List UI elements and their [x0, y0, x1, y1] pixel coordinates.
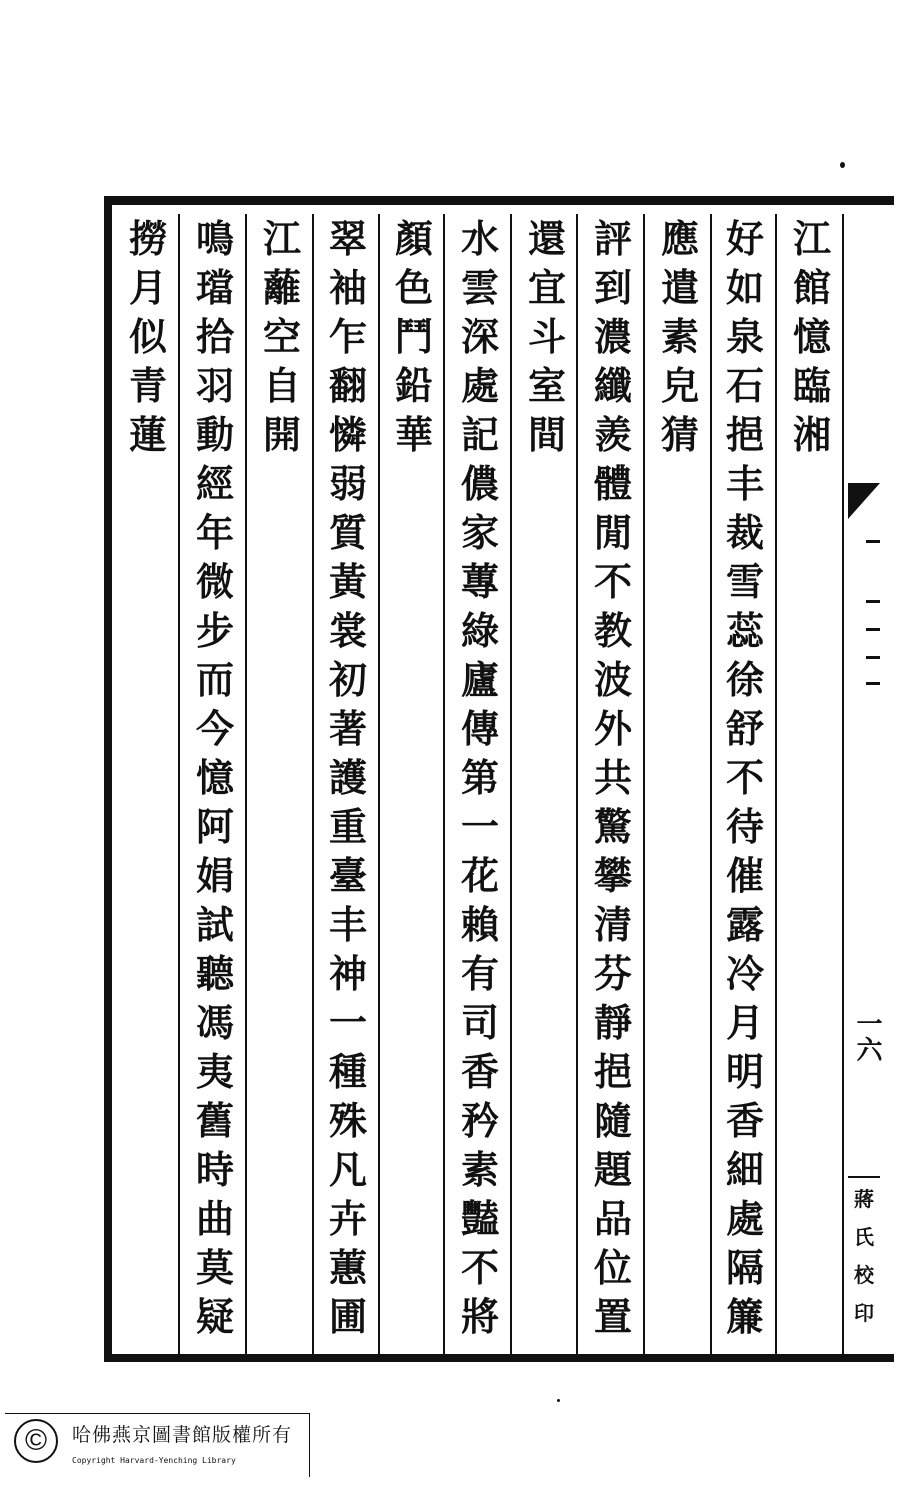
- glyph: 明: [725, 1049, 764, 1094]
- glyph: 不: [725, 755, 764, 800]
- column-rule: [443, 214, 445, 1356]
- glyph: 殊: [328, 1098, 367, 1143]
- glyph: 品: [593, 1196, 632, 1241]
- glyph: 自: [262, 363, 301, 408]
- glyph: 質: [328, 510, 367, 555]
- glyph: 司: [460, 1000, 499, 1045]
- glyph: 濃: [593, 314, 632, 359]
- glyph: 裁: [725, 510, 764, 555]
- glyph: 不: [593, 559, 632, 604]
- glyph: 還: [527, 216, 566, 261]
- glyph: 鉛: [394, 363, 433, 408]
- glyph: 露: [725, 902, 764, 947]
- glyph: 賴: [460, 902, 499, 947]
- glyph: 水: [460, 216, 499, 261]
- copyright-chinese: 哈佛燕京圖書館版權所有: [72, 1424, 293, 1446]
- glyph: 處: [460, 363, 499, 408]
- glyph: 裳: [328, 608, 367, 653]
- glyph: 曲: [195, 1196, 234, 1241]
- column-rule: [178, 214, 180, 1356]
- copyright-icon: ©: [14, 1419, 58, 1463]
- glyph: 步: [195, 608, 234, 653]
- glyph: 憶: [195, 755, 234, 800]
- glyph: 凡: [328, 1147, 367, 1192]
- glyph: 憐: [328, 412, 367, 457]
- glyph: 試: [195, 902, 234, 947]
- copyright-english: Copyright Harvard-Yenching Library: [72, 1456, 236, 1465]
- glyph: 隔: [725, 1245, 764, 1290]
- glyph: 重: [328, 804, 367, 849]
- glyph: 素: [460, 1147, 499, 1192]
- column-rule: [576, 214, 578, 1356]
- glyph: 蕊: [725, 608, 764, 653]
- glyph: 宜: [527, 265, 566, 310]
- glyph: 拾: [195, 314, 234, 359]
- glyph: 室: [527, 363, 566, 408]
- glyph: 蘺: [262, 265, 301, 310]
- text-column: [452, 214, 508, 1341]
- glyph: 今: [195, 706, 234, 751]
- text-column: [519, 214, 575, 459]
- margin-dash: [866, 540, 880, 543]
- glyph: 圃: [328, 1294, 367, 1339]
- glyph: 記: [460, 412, 499, 457]
- glyph: 時: [195, 1147, 234, 1192]
- glyph: 雲: [460, 265, 499, 310]
- ink-speck: [840, 162, 845, 168]
- margin-dash: [866, 656, 880, 659]
- glyph: 隨: [593, 1098, 632, 1143]
- glyph: 微: [195, 559, 234, 604]
- glyph: 弱: [328, 461, 367, 506]
- glyph: 翻: [328, 363, 367, 408]
- glyph: 不: [460, 1245, 499, 1290]
- glyph: 體: [593, 461, 632, 506]
- glyph: 挹: [725, 412, 764, 457]
- glyph: 攀: [593, 853, 632, 898]
- glyph: 翠: [328, 216, 367, 261]
- glyph: 憶: [792, 314, 831, 359]
- glyph: 著: [328, 706, 367, 751]
- glyph: 青: [128, 363, 167, 408]
- text-column: [717, 214, 773, 1341]
- glyph: 顏: [394, 216, 433, 261]
- glyph: 色: [394, 265, 433, 310]
- text-column: [120, 214, 176, 459]
- glyph: 江: [262, 216, 301, 261]
- glyph: 待: [725, 804, 764, 849]
- glyph: 動: [195, 412, 234, 457]
- column-rule: [643, 214, 645, 1356]
- glyph: 冷: [725, 951, 764, 996]
- glyph: 一: [460, 804, 499, 849]
- glyph: 第: [460, 755, 499, 800]
- glyph: 鳴: [195, 216, 234, 261]
- glyph: 猜: [660, 412, 699, 457]
- glyph: 夷: [195, 1049, 234, 1094]
- glyph: 阿: [195, 804, 234, 849]
- margin-dash: [866, 600, 880, 603]
- glyph: 豔: [460, 1196, 499, 1241]
- glyph: 處: [725, 1196, 764, 1241]
- glyph: 外: [593, 706, 632, 751]
- glyph: 花: [460, 853, 499, 898]
- column-rule: [312, 214, 314, 1356]
- glyph: 波: [593, 657, 632, 702]
- glyph: 開: [262, 412, 301, 457]
- glyph: 館: [792, 265, 831, 310]
- glyph: 種: [328, 1049, 367, 1094]
- glyph: 而: [195, 657, 234, 702]
- seal-glyph: 蔣: [854, 1187, 874, 1211]
- glyph: 神: [328, 951, 367, 996]
- glyph: 護: [328, 755, 367, 800]
- glyph: 靜: [593, 1000, 632, 1045]
- glyph: 深: [460, 314, 499, 359]
- text-column: [254, 214, 310, 459]
- glyph: 如: [725, 265, 764, 310]
- glyph: 石: [725, 363, 764, 408]
- glyph: 袖: [328, 265, 367, 310]
- glyph: 清: [593, 902, 632, 947]
- column-rule: [378, 214, 380, 1356]
- glyph: 將: [460, 1294, 499, 1339]
- glyph: 好: [725, 216, 764, 261]
- text-column: [386, 214, 442, 459]
- glyph: 臺: [328, 853, 367, 898]
- glyph: 娟: [195, 853, 234, 898]
- ink-speck: [557, 1399, 560, 1402]
- glyph: 簾: [725, 1294, 764, 1339]
- glyph: 到: [593, 265, 632, 310]
- glyph: 湘: [792, 412, 831, 457]
- glyph: 月: [128, 265, 167, 310]
- column-rule: [775, 214, 777, 1356]
- glyph: 經: [195, 461, 234, 506]
- seal-glyph: 氏: [854, 1225, 874, 1249]
- text-column: [585, 214, 641, 1341]
- glyph: 空: [262, 314, 301, 359]
- glyph: 蓴: [460, 559, 499, 604]
- glyph: 羽: [195, 363, 234, 408]
- glyph: 蓮: [128, 412, 167, 457]
- glyph: 細: [725, 1147, 764, 1192]
- glyph: 莫: [195, 1245, 234, 1290]
- glyph: 驚: [593, 804, 632, 849]
- glyph: 傳: [460, 706, 499, 751]
- seal-text: [848, 1180, 880, 1332]
- column-rule: [710, 214, 712, 1356]
- glyph: 矜: [460, 1098, 499, 1143]
- glyph: 年: [195, 510, 234, 555]
- seal-rule: [848, 1176, 880, 1178]
- glyph: 儂: [460, 461, 499, 506]
- text-column: [784, 214, 840, 459]
- glyph: 月: [725, 1000, 764, 1045]
- glyph: 泉: [725, 314, 764, 359]
- page-number: 一六: [852, 1010, 882, 1062]
- glyph: 舒: [725, 706, 764, 751]
- glyph: 纖: [593, 363, 632, 408]
- glyph: 蕙: [328, 1245, 367, 1290]
- glyph: 江: [792, 216, 831, 261]
- glyph: 卉: [328, 1196, 367, 1241]
- glyph: 挹: [593, 1049, 632, 1094]
- glyph: 家: [460, 510, 499, 555]
- glyph: 有: [460, 951, 499, 996]
- glyph: 黃: [328, 559, 367, 604]
- glyph: 置: [593, 1294, 632, 1339]
- glyph: 初: [328, 657, 367, 702]
- glyph: 舊: [195, 1098, 234, 1143]
- glyph: 羨: [593, 412, 632, 457]
- glyph: 丰: [328, 902, 367, 947]
- glyph: 似: [128, 314, 167, 359]
- margin-dash: [866, 628, 880, 631]
- glyph: 素: [660, 314, 699, 359]
- glyph: 教: [593, 608, 632, 653]
- margin-rule: [842, 214, 844, 1356]
- glyph: 撈: [128, 216, 167, 261]
- glyph: 位: [593, 1245, 632, 1290]
- glyph: 一: [328, 1000, 367, 1045]
- seal-glyph: 校: [854, 1263, 874, 1287]
- glyph: 雪: [725, 559, 764, 604]
- glyph: 璫: [195, 265, 234, 310]
- glyph: 題: [593, 1147, 632, 1192]
- margin-dash: [866, 682, 880, 685]
- glyph: 丰: [725, 461, 764, 506]
- glyph: 徐: [725, 657, 764, 702]
- glyph: 應: [660, 216, 699, 261]
- glyph: 馮: [195, 1000, 234, 1045]
- glyph: 共: [593, 755, 632, 800]
- column-rule: [510, 214, 512, 1356]
- text-column: [652, 214, 708, 459]
- column-rule: [245, 214, 247, 1356]
- glyph: 鬥: [394, 314, 433, 359]
- seal-glyph: 印: [854, 1301, 874, 1325]
- glyph: 綠: [460, 608, 499, 653]
- text-column: [187, 214, 243, 1341]
- glyph: 評: [593, 216, 632, 261]
- glyph: 華: [394, 412, 433, 457]
- glyph: 乍: [328, 314, 367, 359]
- glyph: 皃: [660, 363, 699, 408]
- glyph: 香: [460, 1049, 499, 1094]
- glyph: 遣: [660, 265, 699, 310]
- glyph: 臨: [792, 363, 831, 408]
- glyph: 香: [725, 1098, 764, 1143]
- glyph: 閒: [593, 510, 632, 555]
- glyph: 斗: [527, 314, 566, 359]
- glyph: 催: [725, 853, 764, 898]
- glyph: 疑: [195, 1294, 234, 1339]
- glyph: 間: [527, 412, 566, 457]
- text-column: [320, 214, 376, 1341]
- glyph: 芬: [593, 951, 632, 996]
- glyph: 廬: [460, 657, 499, 702]
- glyph: 聽: [195, 951, 234, 996]
